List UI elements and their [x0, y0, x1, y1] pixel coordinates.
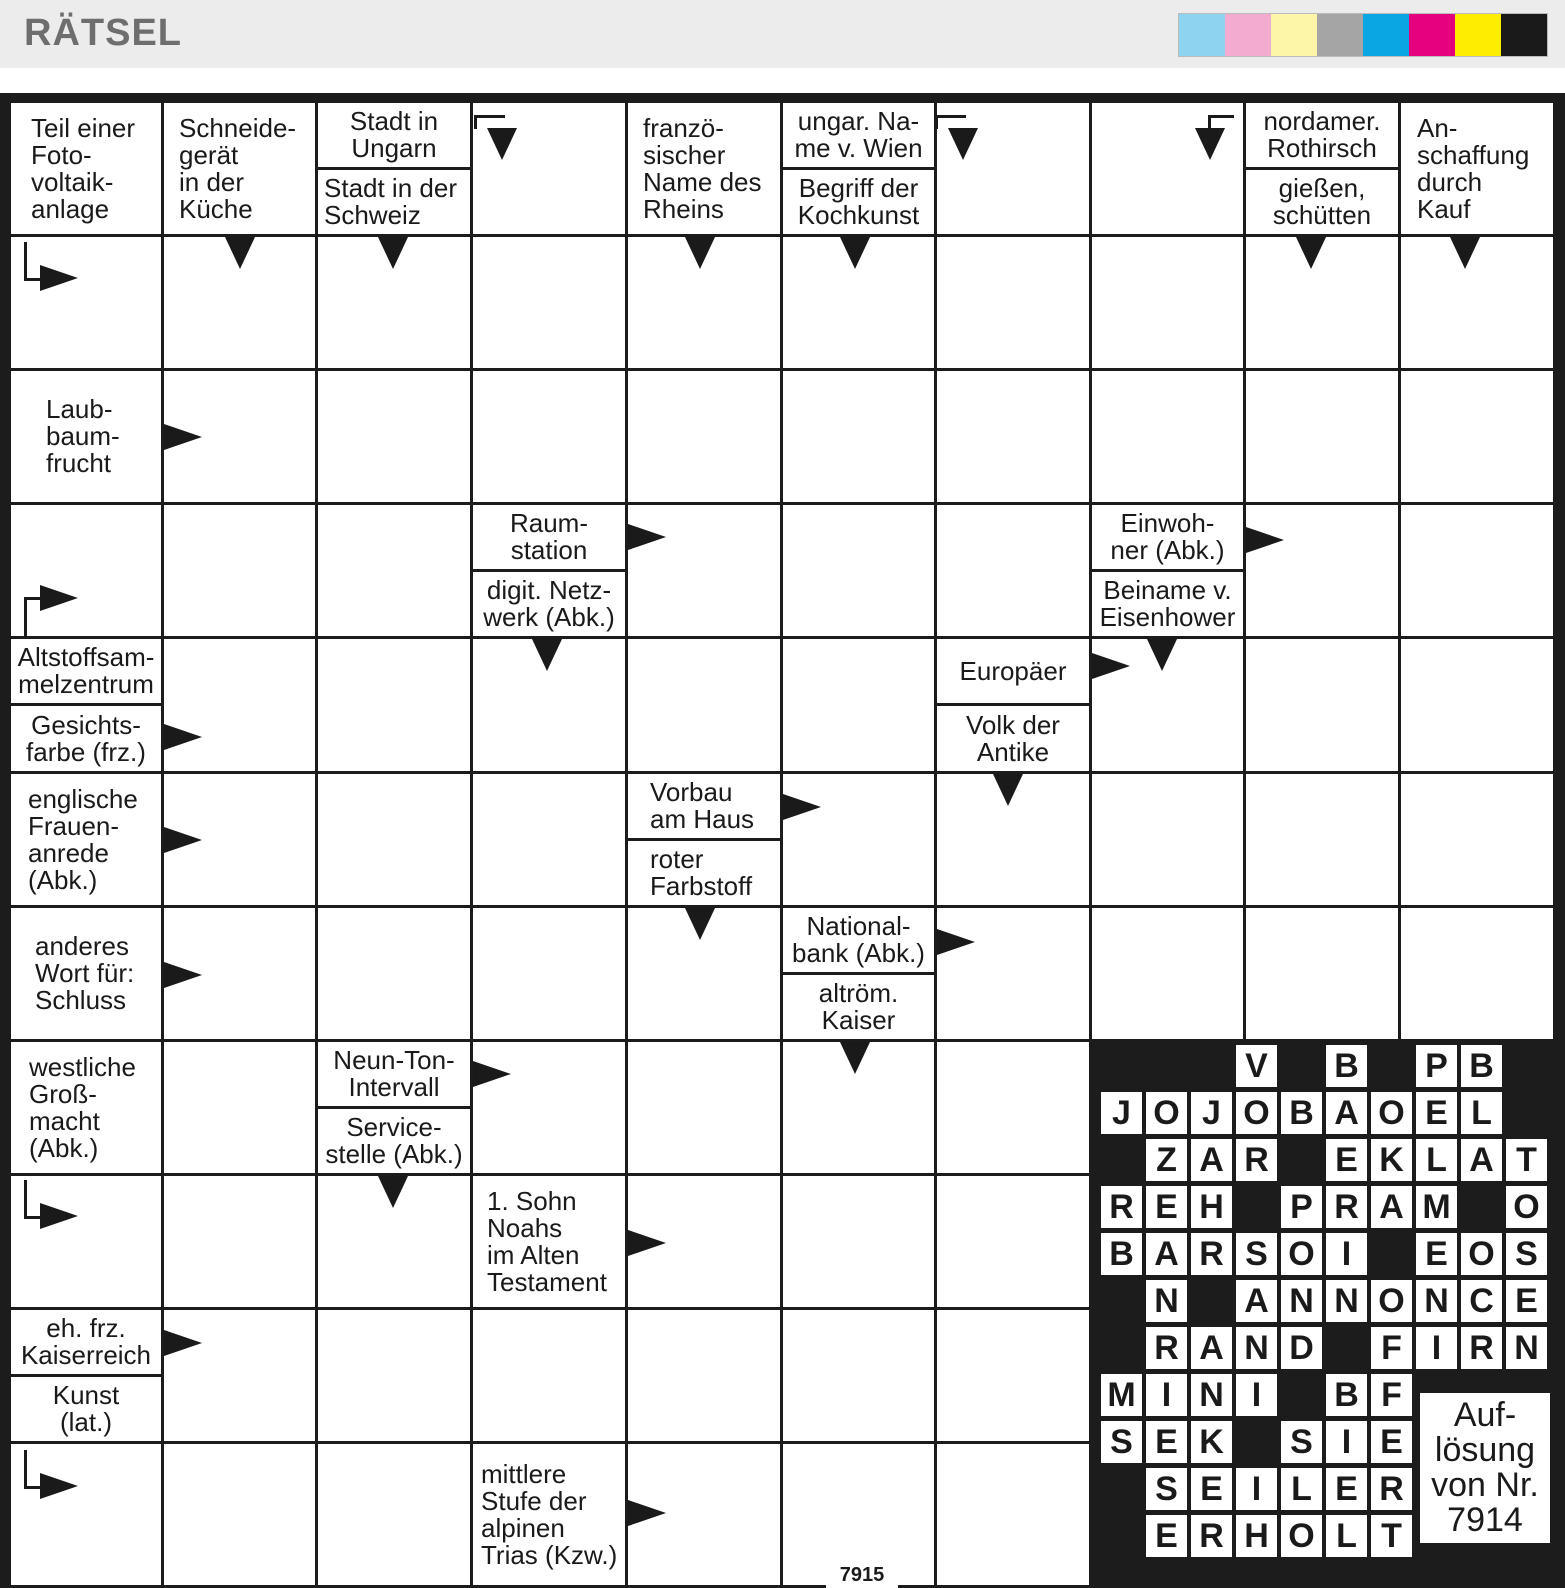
- clue-line: am Haus: [650, 804, 755, 834]
- color-swatch: [1363, 14, 1409, 56]
- clue-line: macht: [29, 1105, 100, 1136]
- solution-letter: H: [1236, 1515, 1277, 1557]
- clue-schneidegeraet: [164, 103, 315, 234]
- answer-cell[interactable]: [1092, 237, 1243, 368]
- arrow-bend-icon: [935, 115, 938, 129]
- color-swatch: [1501, 14, 1547, 56]
- answer-cell[interactable]: [937, 371, 1089, 502]
- clue-frauenanrede: [11, 774, 161, 905]
- answer-cell[interactable]: [783, 1176, 934, 1307]
- arrow-bend-icon: [1208, 115, 1211, 129]
- solution-letter: O: [1281, 1515, 1322, 1557]
- answer-cell[interactable]: [318, 639, 470, 771]
- clue-raumstation: [473, 505, 625, 569]
- solution-letter: E: [1326, 1139, 1367, 1181]
- answer-cell[interactable]: [628, 1042, 780, 1173]
- clue-line: Volk der: [966, 709, 1060, 740]
- clue-neunton: [318, 1042, 470, 1106]
- clue-line: Kauf: [1417, 193, 1471, 224]
- clue-line: sischer: [643, 139, 726, 170]
- solution-letter: E: [1416, 1233, 1457, 1275]
- clue-gesichtsfarbe: [11, 706, 161, 771]
- solution-letter: E: [1146, 1421, 1187, 1463]
- arrow-right-icon: [164, 962, 202, 988]
- clue-kunst: [11, 1377, 161, 1441]
- solution-letter: N: [1191, 1374, 1232, 1416]
- arrow-bend-icon: [1208, 115, 1234, 118]
- arrow-down-icon: [993, 774, 1023, 806]
- clue-line: 1. Sohn: [487, 1185, 577, 1216]
- answer-cell[interactable]: [1401, 774, 1553, 905]
- answer-cell[interactable]: [628, 371, 780, 502]
- clue-netzwerk: [473, 572, 625, 636]
- clue-vorbau: [628, 774, 780, 838]
- solution-label-line: 7914: [1447, 1501, 1523, 1539]
- solution-letter: C: [1461, 1280, 1502, 1322]
- solution-letter: A: [1146, 1233, 1187, 1275]
- arrow-right-icon: [628, 1230, 666, 1256]
- solution-letter: R: [1371, 1468, 1412, 1510]
- answer-cell[interactable]: [783, 639, 934, 771]
- solution-letter: R: [1101, 1186, 1142, 1228]
- answer-cell[interactable]: [1246, 639, 1398, 771]
- clue-altroem-kaiser: [783, 975, 934, 1039]
- clue-name-rhein: [628, 103, 780, 234]
- solution-letter: Z: [1146, 1139, 1187, 1181]
- clue-line: Raum-: [509, 508, 588, 538]
- clue-ungar-wien: [783, 103, 934, 167]
- solution-letter: A: [1371, 1186, 1412, 1228]
- answer-cell[interactable]: [783, 371, 934, 502]
- clue-line: Stufe der: [481, 1485, 587, 1516]
- clue-kaiserreich: [11, 1310, 161, 1374]
- solution-letter: N: [1281, 1280, 1322, 1322]
- arrow-bend-icon: [935, 115, 966, 119]
- puzzle-number: 7915: [826, 1563, 898, 1588]
- answer-cell[interactable]: [318, 1310, 470, 1441]
- clue-volk-antike: [937, 706, 1089, 771]
- answer-cell[interactable]: [318, 908, 470, 1039]
- solution-letter: S: [1506, 1233, 1547, 1275]
- solution-letter: A: [1236, 1280, 1277, 1322]
- solution-letter: S: [1101, 1421, 1142, 1463]
- clue-line: Frauen-: [28, 810, 120, 841]
- answer-cell[interactable]: [937, 103, 1089, 234]
- clue-line: Kunst: [52, 1380, 120, 1410]
- clue-giessen: [1246, 170, 1398, 234]
- clue-line: im Alten: [487, 1239, 580, 1270]
- clue-line: voltaik-: [31, 166, 114, 197]
- clue-line: me v. Wien: [794, 133, 923, 163]
- clue-line: digit. Netz-: [486, 575, 612, 605]
- clue-grossmacht: [11, 1042, 161, 1173]
- solution-letter: E: [1506, 1280, 1547, 1322]
- clue-line: (lat.): [60, 1407, 112, 1437]
- solution-letter: R: [1236, 1139, 1277, 1181]
- color-swatch: [1455, 14, 1501, 56]
- answer-cell[interactable]: [1401, 639, 1553, 771]
- solution-letter: S: [1236, 1233, 1277, 1275]
- solution-letter: O: [1506, 1186, 1547, 1228]
- answer-cell[interactable]: [11, 505, 161, 636]
- answer-cell[interactable]: [628, 1310, 780, 1441]
- clue-stadt-ungarn: [318, 103, 470, 167]
- clue-line: stelle (Abk.): [325, 1139, 463, 1169]
- answer-cell[interactable]: [937, 505, 1089, 636]
- arrow-down-icon: [487, 128, 517, 160]
- solution-letter: O: [1371, 1280, 1412, 1322]
- answer-cell[interactable]: [1092, 371, 1243, 502]
- clue-line: roter: [650, 844, 704, 874]
- clue-line: Europäer: [959, 655, 1067, 686]
- clue-trias: [473, 1444, 625, 1585]
- solution-letter: S: [1281, 1421, 1322, 1463]
- answer-cell[interactable]: [164, 1176, 315, 1307]
- clue-line: in der: [179, 166, 245, 197]
- clue-line: Intervall: [348, 1072, 440, 1102]
- arrow-down-icon: [1147, 639, 1177, 671]
- arrow-right-icon: [164, 1330, 202, 1356]
- clue-line: Service-: [346, 1112, 442, 1142]
- color-swatch: [1271, 14, 1317, 56]
- clue-line: altröm.: [818, 978, 899, 1008]
- solution-letter: E: [1371, 1421, 1412, 1463]
- clue-line: Neun-Ton-: [333, 1045, 455, 1075]
- clue-line: ungar. Na-: [797, 106, 920, 136]
- arrow-down-icon: [1296, 237, 1326, 269]
- answer-cell[interactable]: [1401, 908, 1553, 1039]
- clue-line: Rheins: [643, 193, 724, 224]
- clue-line: ner (Abk.): [1110, 535, 1225, 565]
- arrow-down-icon: [1195, 128, 1225, 160]
- arrow-bend-icon: [474, 115, 477, 129]
- answer-cell[interactable]: [937, 1444, 1089, 1585]
- clue-line: schütten: [1272, 200, 1372, 230]
- solution-letter: D: [1281, 1327, 1322, 1369]
- solution-letter: N: [1506, 1327, 1547, 1369]
- solution-letter: T: [1371, 1515, 1412, 1557]
- answer-cell[interactable]: [1246, 371, 1398, 502]
- arrow-right-icon: [783, 794, 821, 820]
- clue-laubbaum: [11, 371, 161, 502]
- arrow-right-icon: [1092, 653, 1130, 679]
- clue-line: anlage: [31, 193, 110, 224]
- solution-letter: L: [1461, 1092, 1502, 1134]
- solution-letter: O: [1146, 1092, 1187, 1134]
- arrow-right-icon: [40, 265, 78, 291]
- clue-line: gerät: [179, 139, 239, 170]
- solution-letter: V: [1236, 1045, 1277, 1087]
- clue-line: Gesichts-: [31, 709, 141, 740]
- clue-line: westliche: [29, 1051, 136, 1082]
- clue-line: Kaiserreich: [20, 1340, 152, 1370]
- clue-sohn-noahs: [473, 1176, 625, 1307]
- arrow-down-icon: [840, 237, 870, 269]
- solution-letter: R: [1326, 1186, 1367, 1228]
- answer-cell[interactable]: [318, 1444, 470, 1585]
- clue-line: anrede: [28, 837, 109, 868]
- answer-cell[interactable]: [1401, 505, 1553, 636]
- solution-label-line: Auf-: [1453, 1396, 1517, 1434]
- clue-line: englische: [28, 783, 138, 814]
- clue-line: Teil einer: [31, 112, 136, 143]
- clue-line: Groß-: [29, 1078, 97, 1109]
- clue-rothirsch: [1246, 103, 1398, 167]
- clue-line: Laub-: [46, 394, 113, 424]
- clue-stadt-schweiz: [318, 170, 470, 234]
- clue-line: (Abk.): [29, 1132, 99, 1163]
- arrow-down-icon: [685, 237, 715, 269]
- clue-line: Beiname v.: [1103, 575, 1232, 605]
- clue-line: Vorbau: [650, 777, 733, 807]
- clue-line: nordamer.: [1263, 106, 1381, 136]
- clue-kochkunst: [783, 170, 934, 234]
- solution-letter: R: [1461, 1327, 1502, 1369]
- solution-letter: T: [1506, 1139, 1547, 1181]
- arrow-down-icon: [840, 1042, 870, 1074]
- solution-letter: K: [1191, 1421, 1232, 1463]
- arrow-right-icon: [628, 524, 666, 550]
- arrow-right-icon: [937, 929, 975, 955]
- clue-line: mittlere: [481, 1458, 567, 1489]
- solution-letter: B: [1461, 1045, 1502, 1087]
- clue-line: Schneide-: [179, 112, 297, 143]
- solution-letter: E: [1191, 1468, 1232, 1510]
- solution-letter: I: [1416, 1327, 1457, 1369]
- clue-teil-einer-foto: [11, 103, 161, 234]
- answer-cell[interactable]: [937, 908, 1089, 1039]
- solution-letter: P: [1281, 1186, 1322, 1228]
- clue-eisenhower: [1092, 572, 1243, 636]
- answer-cell[interactable]: [164, 505, 315, 636]
- answer-cell[interactable]: [473, 237, 625, 368]
- solution-letter: S: [1146, 1468, 1187, 1510]
- clue-line: Ungarn: [351, 133, 437, 163]
- answer-cell[interactable]: [473, 371, 625, 502]
- solution-letter: L: [1281, 1468, 1322, 1510]
- solution-letter: N: [1236, 1327, 1277, 1369]
- clue-line: werk (Abk.): [483, 602, 615, 632]
- answer-cell[interactable]: [628, 639, 780, 771]
- clue-line: durch: [1417, 166, 1483, 197]
- color-swatch: [1409, 14, 1455, 56]
- solution-letter: I: [1236, 1374, 1277, 1416]
- solution-letter: O: [1371, 1092, 1412, 1134]
- arrow-down-icon: [948, 128, 978, 160]
- solution-letter: A: [1461, 1139, 1502, 1181]
- solution-letter: O: [1461, 1233, 1502, 1275]
- solution-letter: R: [1146, 1327, 1187, 1369]
- answer-cell[interactable]: [318, 371, 470, 502]
- clue-line: An-: [1417, 112, 1458, 143]
- arrow-right-icon: [164, 827, 202, 853]
- answer-cell[interactable]: [473, 774, 625, 905]
- solution-letter: B: [1281, 1092, 1322, 1134]
- answer-cell[interactable]: [937, 1176, 1089, 1307]
- arrow-right-icon: [40, 585, 78, 611]
- arrow-down-icon: [225, 237, 255, 269]
- clue-line: Küche: [179, 193, 253, 224]
- solution-label-line: von Nr.: [1431, 1466, 1539, 1504]
- answer-cell[interactable]: [1092, 103, 1243, 234]
- answer-cell[interactable]: [164, 1042, 315, 1173]
- solution-letter: B: [1326, 1045, 1367, 1087]
- clue-line: Schweiz: [324, 200, 421, 230]
- clue-altstoff: [11, 639, 161, 703]
- clue-line: station: [510, 535, 588, 565]
- answer-cell[interactable]: [473, 103, 625, 234]
- answer-cell[interactable]: [1092, 774, 1243, 905]
- answer-cell[interactable]: [783, 505, 934, 636]
- color-swatch: [1225, 14, 1271, 56]
- answer-cell[interactable]: [318, 774, 470, 905]
- clue-line: Altstoffsam-: [17, 642, 155, 672]
- answer-cell[interactable]: [937, 1310, 1089, 1441]
- clue-line: Antike: [976, 736, 1050, 767]
- solution-letter: R: [1191, 1233, 1232, 1275]
- clue-line: melzentrum: [18, 669, 154, 699]
- solution-letter: N: [1146, 1280, 1187, 1322]
- solution-letter: F: [1371, 1374, 1412, 1416]
- arrow-down-icon: [685, 908, 715, 940]
- answer-cell[interactable]: [1246, 505, 1398, 636]
- solution-letter: B: [1101, 1233, 1142, 1275]
- clue-line: gießen,: [1278, 173, 1366, 203]
- answer-cell[interactable]: [164, 639, 315, 771]
- solution-letter: O: [1236, 1092, 1277, 1134]
- clue-line: baum-: [46, 421, 120, 451]
- answer-cell[interactable]: [937, 237, 1089, 368]
- clue-line: Name des: [643, 166, 762, 197]
- solution-label-line: lösung: [1434, 1431, 1536, 1469]
- clue-europaeer: [937, 639, 1089, 703]
- solution-letter: K: [1371, 1139, 1412, 1181]
- clue-line: franzö-: [643, 112, 724, 143]
- solution-letter: N: [1416, 1280, 1457, 1322]
- answer-cell[interactable]: [1246, 908, 1398, 1039]
- arrow-right-icon: [628, 1500, 666, 1526]
- solution-letter: E: [1146, 1186, 1187, 1228]
- solution-letter: A: [1191, 1139, 1232, 1181]
- clue-roter-farbstoff: [628, 841, 780, 905]
- answer-cell[interactable]: [318, 505, 470, 636]
- clue-line: Stadt in der: [324, 173, 457, 203]
- solution-letter: H: [1191, 1186, 1232, 1228]
- arrow-right-icon: [40, 1473, 78, 1499]
- clue-line: Wort für:: [35, 958, 135, 988]
- clue-servicestelle: [318, 1109, 470, 1173]
- section-title: RÄTSEL: [24, 12, 182, 54]
- solution-letter: B: [1326, 1374, 1367, 1416]
- answer-cell[interactable]: [1401, 371, 1553, 502]
- color-swatch: [1179, 14, 1225, 56]
- solution-letter: N: [1326, 1280, 1367, 1322]
- arrow-bend-icon: [474, 115, 505, 119]
- solution-letter: E: [1326, 1468, 1367, 1510]
- color-swatch: [1317, 14, 1363, 56]
- clue-line: Farbstoff: [650, 871, 753, 901]
- clue-line: Eisenhower: [1099, 602, 1236, 632]
- clue-line: anderes: [35, 931, 129, 961]
- solution-letter: M: [1416, 1186, 1457, 1228]
- solution-letter: E: [1416, 1092, 1457, 1134]
- arrow-down-icon: [378, 237, 408, 269]
- clue-anschaffung: [1401, 103, 1553, 234]
- arrow-down-icon: [378, 1176, 408, 1208]
- clue-einwohner: [1092, 505, 1243, 569]
- arrow-down-icon: [1450, 237, 1480, 269]
- solution-letter: I: [1236, 1468, 1277, 1510]
- clue-line: bank (Abk.): [792, 938, 925, 968]
- page-header: [0, 0, 1565, 68]
- clue-line: Noahs: [487, 1212, 563, 1243]
- arrow-right-icon: [164, 424, 202, 450]
- solution-letter: P: [1416, 1045, 1457, 1087]
- clue-line: Foto-: [31, 139, 92, 170]
- clue-line: Kaiser: [821, 1005, 896, 1035]
- clue-line: Trias (Kzw.): [481, 1539, 618, 1570]
- arrow-down-icon: [532, 639, 562, 671]
- arrow-bend-icon: [24, 597, 27, 637]
- answer-cell[interactable]: [1092, 908, 1243, 1039]
- arrow-right-icon: [40, 1203, 78, 1229]
- answer-cell[interactable]: [164, 1444, 315, 1585]
- solution-letter: F: [1371, 1327, 1412, 1369]
- clue-line: Einwoh-: [1120, 508, 1215, 538]
- solution-letter: I: [1326, 1233, 1367, 1275]
- clue-line: schaffung: [1417, 139, 1530, 170]
- solution-letter: L: [1326, 1515, 1367, 1557]
- arrow-right-icon: [473, 1061, 511, 1087]
- clue-line: National-: [806, 911, 911, 941]
- answer-cell[interactable]: [783, 1310, 934, 1441]
- solution-letter: I: [1326, 1421, 1367, 1463]
- arrow-right-icon: [164, 724, 202, 750]
- color-swatch-bar: [1178, 13, 1548, 57]
- solution-letter: J: [1101, 1092, 1142, 1134]
- clue-line: eh. frz.: [46, 1313, 126, 1343]
- clue-line: Schluss: [35, 985, 127, 1015]
- solution-label: [1420, 1393, 1550, 1543]
- clue-line: Stadt in: [349, 106, 439, 136]
- clue-line: Testament: [487, 1266, 607, 1297]
- answer-cell[interactable]: [1246, 774, 1398, 905]
- clue-line: farbe (frz.): [26, 736, 146, 767]
- solution-letter: E: [1146, 1515, 1187, 1557]
- answer-cell[interactable]: [473, 1310, 625, 1441]
- solution-letter: O: [1281, 1233, 1322, 1275]
- answer-cell[interactable]: [473, 908, 625, 1039]
- clue-line: alpinen: [481, 1512, 565, 1543]
- answer-cell[interactable]: [937, 1042, 1089, 1173]
- clue-line: frucht: [46, 448, 112, 478]
- solution-letter: I: [1146, 1374, 1187, 1416]
- solution-letter: A: [1191, 1327, 1232, 1369]
- clue-line: Begriff der: [798, 173, 919, 203]
- clue-nationalbank: [783, 908, 934, 972]
- solution-letter: M: [1101, 1374, 1142, 1416]
- solution-letter: L: [1416, 1139, 1457, 1181]
- clue-line: Rothirsch: [1267, 133, 1377, 163]
- arrow-right-icon: [1246, 527, 1284, 553]
- solution-letter: R: [1191, 1515, 1232, 1557]
- clue-line: (Abk.): [28, 864, 98, 895]
- solution-letter: A: [1326, 1092, 1367, 1134]
- solution-letter: J: [1191, 1092, 1232, 1134]
- clue-schluss: [11, 908, 161, 1039]
- clue-line: Kochkunst: [797, 200, 920, 230]
